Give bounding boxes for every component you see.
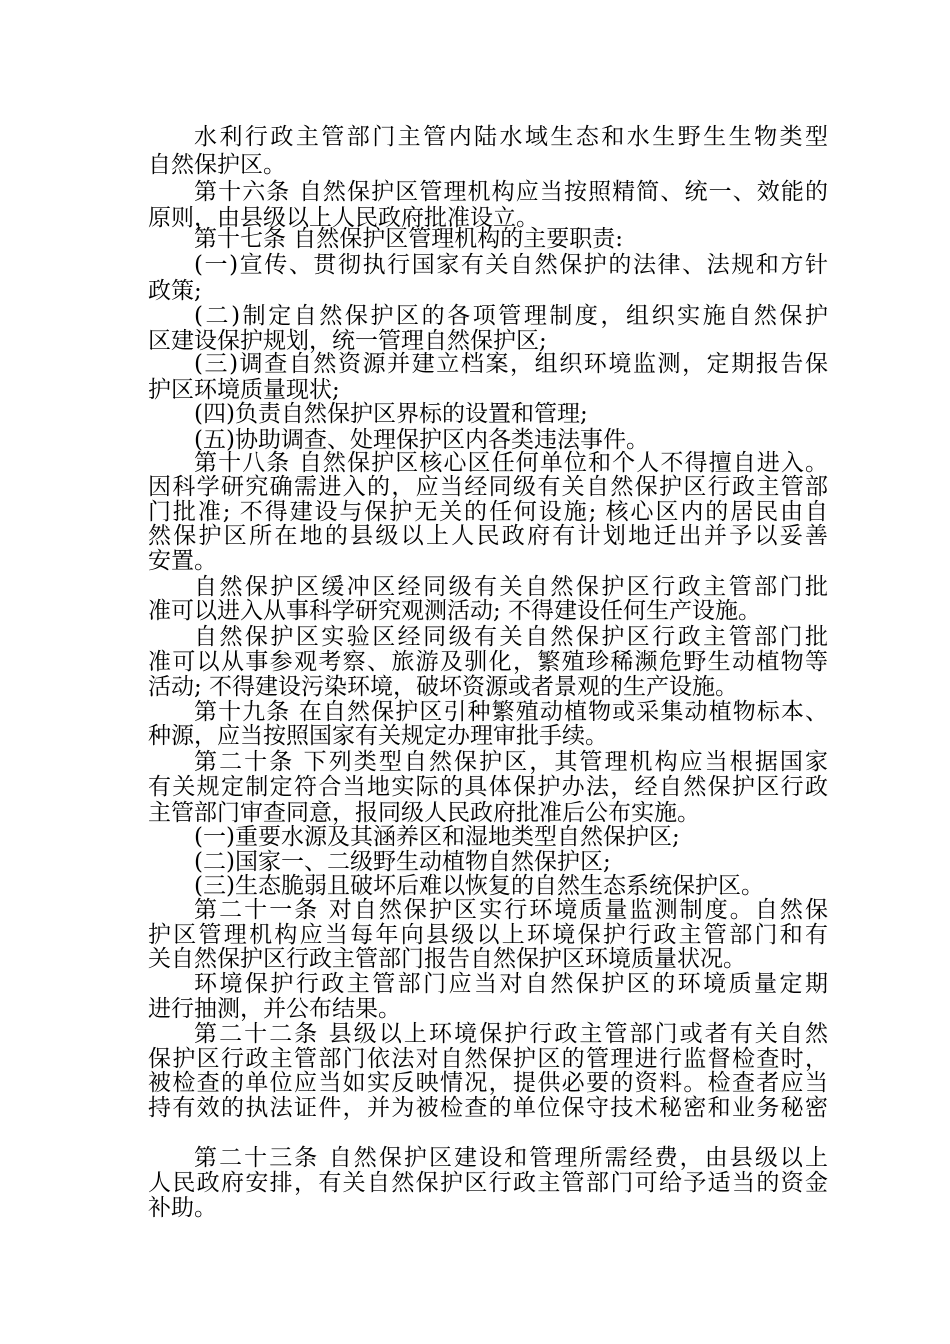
text-line: 有关规定制定符合当地实际的具体保护办法，经自然保护区行政 — [148, 774, 828, 800]
text-line: 然保护区所在地的县级以上人民政府有计划地迁出并予以妥善 — [148, 523, 828, 549]
text-line: 护区环境质量现状; — [148, 377, 340, 403]
text-line: 护区管理机构应当每年向县级以上环境保护行政主管部门和有 — [148, 922, 828, 948]
text-line: (五)协助调查、处理保护区内各类违法事件。 — [194, 427, 649, 453]
text-line: 第十七条 自然保护区管理机构的主要职责: — [194, 226, 624, 252]
text-line: (二)国家一、二级野生动植物自然保护区; — [194, 849, 611, 875]
text-line: 政策; — [148, 278, 202, 304]
text-line: 环境保护行政主管部门应当对自然保护区的环境质量定期 — [194, 971, 828, 997]
text-line: 持有效的执法证件，并为被检查的单位保守技术秘密和业务秘密 — [148, 1095, 828, 1121]
text-line: 门批准; 不得建设与保护无关的任何设施; 核心区内的居民由自 — [148, 499, 828, 525]
text-line: 准可以进入从事科学研究观测活动; 不得建设任何生产设施。 — [148, 598, 762, 624]
text-line: 被检查的单位应当如实反映情况，提供必要的资料。检查者应当 — [148, 1070, 828, 1096]
text-line: 因科学研究确需进入的，应当经同级有关自然保护区行政主管部 — [148, 474, 828, 500]
text-line: 第二十二条 县级以上环境保护行政主管部门或者有关自然 — [194, 1021, 828, 1047]
text-line: 原则，由县级以上人民政府批准设立。 — [148, 205, 539, 231]
text-line: 自然保护区缓冲区经同级有关自然保护区行政主管部门批 — [194, 574, 828, 600]
text-line: 自然保护区实验区经同级有关自然保护区行政主管部门批 — [194, 624, 828, 650]
text-line: 补助。 — [148, 1195, 217, 1221]
text-line: 自然保护区。 — [148, 152, 286, 178]
text-line: 关自然保护区行政主管部门报告自然保护区环境质量状况。 — [148, 946, 746, 972]
text-line: 第十八条 自然保护区核心区任何单位和个人不得擅自进入。 — [194, 450, 828, 476]
text-line: 种源，应当按照国家有关规定办理审批手续。 — [148, 723, 608, 749]
text-line: (二)制定自然保护区的各项管理制度，组织实施自然保护 — [194, 303, 828, 329]
text-line: 水利行政主管部门主管内陆水域生态和水生野生生物类型 — [194, 124, 828, 150]
text-line: 第二十三条 自然保护区建设和管理所需经费，由县级以上 — [194, 1145, 828, 1171]
text-line: (四)负责自然保护区界标的设置和管理; — [194, 401, 588, 427]
text-line: (三)生态脆弱且破坏后难以恢复的自然生态系统保护区。 — [194, 873, 764, 899]
text-line: (三)调查自然资源并建立档案，组织环境监测，定期报告保 — [194, 351, 828, 377]
text-line: 区建设保护规划，统一管理自然保护区; — [148, 328, 547, 354]
text-line: (一)重要水源及其涵养区和湿地类型自然保护区; — [194, 824, 680, 850]
text-line: 保护区行政主管部门依法对自然保护区的管理进行监督检查时， — [148, 1046, 828, 1072]
text-line: 准可以从事参观考察、旅游及驯化，繁殖珍稀濒危野生动植物等 — [148, 649, 828, 675]
text-line: 第十六条 自然保护区管理机构应当按照精简、统一、效能的 — [194, 179, 828, 205]
text-line: 第二十条 下列类型自然保护区，其管理机构应当根据国家 — [194, 749, 828, 775]
text-line: 第二十一条 对自然保护区实行环境质量监测制度。自然保 — [194, 897, 828, 923]
text-line: 主管部门审查同意，报同级人民政府批准后公布实施。 — [148, 800, 700, 826]
text-line: 安置。 — [148, 548, 217, 574]
text-line: 进行抽测，并公布结果。 — [148, 996, 401, 1022]
text-line: (一)宣传、贯彻执行国家有关自然保护的法律、法规和方针 — [194, 252, 828, 278]
text-line: 人民政府安排，有关自然保护区行政主管部门可给予适当的资金 — [148, 1170, 828, 1196]
text-line: 活动; 不得建设污染环境，破坏资源或者景观的生产设施。 — [148, 674, 739, 700]
text-line: 第十九条 在自然保护区引种繁殖动植物或采集动植物标本、 — [194, 699, 828, 725]
